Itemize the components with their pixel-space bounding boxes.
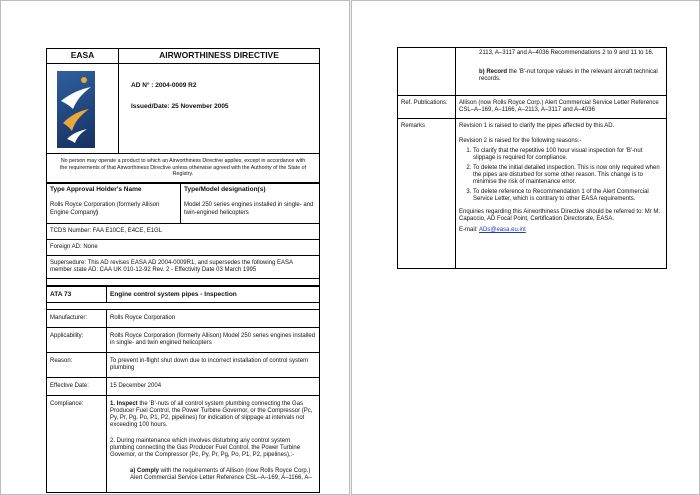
ref-publications-label: Ref. Publications: [398,96,456,119]
compliance-item-2b [459,69,663,83]
subject-title: Engine control system pipes - Inspection [107,286,320,302]
holder-value [50,201,177,218]
applicability-label: Applicability: [47,327,107,352]
remarks-revision-1: Revision 1 is raised to clarify the pipes affected by this AD. [459,123,615,129]
spacer-row [47,302,320,309]
continuation-label [398,48,456,96]
compliance-item-2a-text: with the requirements of Allison (now Rolls Royce Corp.) Alert Commercial Service Letter Reference CSL–A–169, A–1166, A– [130,467,312,481]
document-page-2 [351,0,700,495]
model-cell [181,183,320,223]
list-item: 2. To delete the initial detailed inspection. This is now only required when the pipes are disturbed for some other reason. This change is to minimise the risk of maintenance error. [473,165,663,186]
compliance-item-1-lead: 1. Inspect [110,400,138,407]
compliance-item-2: 2. During maintenance which involves disturbing any control system plumbing connecting the Gas Producer Fuel Control, the Power Turbine Governor, or the Compressor (Pc, Py, Pr, Pg, Po, P1, P2, pipelines),:- [110,437,301,458]
compliance-item-2b-lead: b) Record [479,69,508,75]
compliance-item-2a [110,468,316,482]
list-item: 3. To delete reference to Recommendation 1 of the Alert Commercial Service Letter, which is contrary to other EASA requirements. [473,189,663,203]
compliance-body [107,395,320,492]
holder-close: ) [96,210,99,216]
remarks-list [459,148,663,203]
ad-form [46,48,320,493]
compliance-item-2a-cont: 2113, A–3117 and A–4036 Recommendations 2 to 9 and 11 to 16. [479,50,654,56]
tcds-number: TCDS Number: FAA E10CE, E4CE, E1GL [47,223,320,239]
applicability-value: Rolls Royce Corporation (formerly Allison) Model 250 series engines installed in single- and twin engined helicopters [107,327,320,352]
reason-label: Reason: [47,352,107,377]
effective-date-label: Effective Date: [47,377,107,395]
reason-value: To prevent in-flight shut down due to incorrect installation of control system plumbing [107,352,320,377]
legal-notice: No person may operate a product to which an Airworthiness Directive applies, except in accordance with the requirements of that Airworthiness Directive unless otherwise agreed with the Authority of the State of Registry. [47,154,320,183]
holder-cell [47,183,181,223]
manufacturer-label: Manufacturer: [47,309,107,327]
ad-form-continued [397,47,667,269]
compliance-item-2b-text: the 'B'-nut torque values in the relevant aircraft technical records. [479,69,658,82]
remarks-label: Remarks [398,119,456,269]
holder-name: Rolls Royce Corporation (formerly Allison Engine Company [50,201,160,216]
easa-header: EASA [47,49,119,64]
ad-number: AD N° : 2004-0009 R2 [131,82,197,89]
compliance-continued [456,48,667,96]
remarks-revision-2: Revision 2 is raised for the following reasons:- [459,138,582,144]
logo-emblem [57,71,95,148]
compliance-item-1-text: the 'B'-nuts of all control system plumbing connecting the Gas Producer Fuel Control, the Power Turbine Governor, or the Compressor (Pc, Py, Pr, Pg, Po, P1, P2, pipelines) for indication of slippage at intervals not exceeding 100 hours. [110,400,313,428]
effective-date-value: 15 December 2004 [107,377,320,395]
list-item: 1. To clarify that the repetitive 100 hour visual inspection for 'B'-nut slippage is required for compliance. [473,148,663,162]
ad-identification [119,64,320,154]
ata-code: ATA 73 [47,286,107,302]
email-label: E-mail: [459,227,480,233]
issued-date: Issued/Date: 25 November 2005 [131,103,229,110]
ref-publications-value: Allison (now Rolls Royce Corp.) Alert Commercial Service Letter Reference CSL–A–169, A–1166, A–2113, A–3117 and A–4036 [456,96,667,119]
model-value: Model 250 series engines installed in single- and twin-engined helicopters [184,201,314,216]
compliance-item-1 [110,401,316,429]
document-title: AIRWORTHINESS DIRECTIVE [119,49,320,64]
model-heading: Type/Model designation(s) [184,185,266,193]
manufacturer-value: Rolls Royce Corporation [107,309,320,327]
compliance-item-2a-lead: a) Comply [130,467,160,474]
remarks-enquiries: Enquiries regarding this Airworthiness Directive should be referred to: Mr M. Capaccio, AD Focal Point, Certification Directorate, EASA. [459,209,661,222]
remarks-body [456,119,667,269]
compliance-label: Compliance: [47,395,107,492]
foreign-ad: Foreign AD: None [47,239,320,255]
remarks-email [459,227,663,234]
spacer-row [47,278,320,285]
type-table [46,183,320,286]
header-table [46,48,320,183]
holder-heading: Type Approval Holder's Name [50,185,142,193]
supersedure: Supersedure: This AD revises EASA AD 2004-0009R1, and supersedes the following EASA member state AD: CAA UK 010-12-92 Rev. 2 - Effectivity Date 03 March 1995 [47,255,320,278]
continuation-table [397,47,667,269]
subject-table [46,286,320,493]
easa-logo [47,64,119,154]
email-link[interactable]: ADs@easa.eu.int [479,227,526,233]
